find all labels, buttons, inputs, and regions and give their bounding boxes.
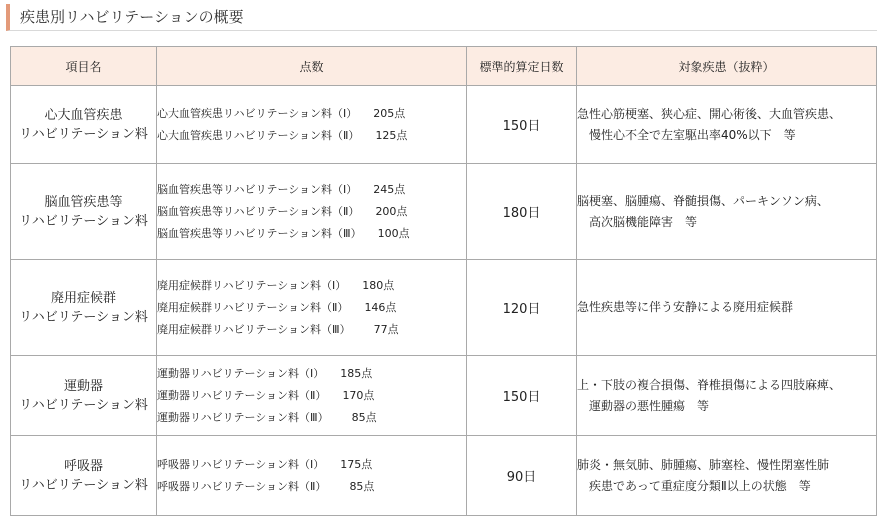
points-line <box>157 385 466 407</box>
table-row-cerebrovascular <box>11 164 877 260</box>
points-label: 運動器リハビリテーション料（Ⅱ） <box>157 388 327 402</box>
table-row-disuse-syndrome <box>11 260 877 356</box>
item-name-cell <box>11 260 157 356</box>
disease-line: 上・下肢の複合損傷、脊椎損傷による四肢麻痺、 <box>577 377 842 392</box>
points-label: 呼吸器リハビリテーション料（Ⅰ） <box>157 457 325 471</box>
table-header-row <box>11 47 877 86</box>
disease-line: 疾患であって重症度分類Ⅱ以上の状態 等 <box>589 478 811 493</box>
points-line <box>157 319 466 341</box>
points-label: 脳血管疾患等リハビリテーション料（Ⅱ） <box>157 204 360 218</box>
item-name-line: リハビリテーション料 <box>19 397 148 413</box>
points-value: 146点 <box>364 300 397 314</box>
points-value: 125点 <box>375 128 408 142</box>
target-diseases-cell <box>577 260 877 356</box>
points-line <box>157 125 466 147</box>
item-name-line: リハビリテーション料 <box>19 126 148 142</box>
points-line <box>157 363 466 385</box>
points-value: 185点 <box>340 366 373 380</box>
points-line <box>157 407 466 429</box>
item-name-line: 運動器 <box>63 378 103 394</box>
points-line <box>157 297 466 319</box>
table-row-locomotor <box>11 356 877 436</box>
section-heading: 疾患別リハビリテーションの概要 <box>6 4 877 31</box>
item-name-line: リハビリテーション料 <box>19 309 148 325</box>
item-name-line: 脳血管疾患等 <box>44 194 123 210</box>
points-value: 180点 <box>362 278 395 292</box>
points-label: 運動器リハビリテーション料（Ⅲ） <box>157 410 329 424</box>
points-label: 廃用症候群リハビリテーション料（Ⅰ） <box>157 278 347 292</box>
item-name-cell <box>11 164 157 260</box>
points-label: 廃用症候群リハビリテーション料（Ⅲ） <box>157 322 351 336</box>
points-label: 廃用症候群リハビリテーション料（Ⅱ） <box>157 300 349 314</box>
points-label: 運動器リハビリテーション料（Ⅰ） <box>157 366 325 380</box>
disease-line: 慢性心不全で左室駆出率40%以下 等 <box>589 127 796 142</box>
standard-days-cell: 150日 <box>467 86 577 164</box>
column-header-points: 点数 <box>157 47 467 86</box>
item-name-cell <box>11 86 157 164</box>
standard-days-cell: 90日 <box>467 436 577 516</box>
standard-days-cell: 120日 <box>467 260 577 356</box>
table-row-respiratory <box>11 436 877 516</box>
points-cell <box>157 164 467 260</box>
item-name-line: リハビリテーション料 <box>19 477 148 493</box>
points-value: 77点 <box>373 322 399 336</box>
points-value: 85点 <box>349 479 375 493</box>
points-value: 245点 <box>373 182 406 196</box>
points-cell <box>157 260 467 356</box>
points-value: 100点 <box>377 226 410 240</box>
points-label: 脳血管疾患等リハビリテーション料（Ⅲ） <box>157 226 362 240</box>
points-label: 呼吸器リハビリテーション料（Ⅱ） <box>157 479 327 493</box>
standard-days-cell: 150日 <box>467 356 577 436</box>
item-name-line: 呼吸器 <box>63 458 103 474</box>
points-cell <box>157 436 467 516</box>
column-header-standard-days: 標準的算定日数 <box>467 47 577 86</box>
item-name-line: 心大血管疾患 <box>44 107 123 123</box>
points-cell <box>157 356 467 436</box>
standard-days-cell: 180日 <box>467 164 577 260</box>
item-name-cell <box>11 356 157 436</box>
points-line <box>157 223 466 245</box>
column-header-target-diseases: 対象疾患（抜粋） <box>577 47 877 86</box>
points-line <box>157 103 466 125</box>
points-line <box>157 454 466 476</box>
table-row-cardiovascular <box>11 86 877 164</box>
points-line <box>157 476 466 498</box>
target-diseases-cell <box>577 164 877 260</box>
points-line <box>157 179 466 201</box>
disease-line: 脳梗塞、脳腫瘍、脊髄損傷、パーキンソン病、 <box>577 193 829 208</box>
column-header-item-name: 項目名 <box>11 47 157 86</box>
points-value: 170点 <box>342 388 375 402</box>
points-label: 心大血管疾患リハビリテーション料（Ⅱ） <box>157 128 360 142</box>
points-label: 脳血管疾患等リハビリテーション料（Ⅰ） <box>157 182 358 196</box>
disease-line: 高次脳機能障害 等 <box>589 214 698 229</box>
points-value: 205点 <box>373 106 406 120</box>
item-name-line: 廃用症候群 <box>50 290 116 306</box>
target-diseases-cell <box>577 356 877 436</box>
points-value: 85点 <box>351 410 377 424</box>
disease-line: 急性心筋梗塞、狭心症、開心術後、大血管疾患、 <box>577 106 842 121</box>
points-label: 心大血管疾患リハビリテーション料（Ⅰ） <box>157 106 358 120</box>
target-diseases-cell <box>577 86 877 164</box>
item-name-line: リハビリテーション料 <box>19 213 148 229</box>
rehabilitation-table <box>10 46 877 516</box>
disease-line: 運動器の悪性腫瘍 等 <box>589 398 710 413</box>
target-diseases-cell <box>577 436 877 516</box>
disease-line: 急性疾患等に伴う安静による廃用症候群 <box>577 300 794 314</box>
points-line <box>157 275 466 297</box>
disease-line: 肺炎・無気肺、肺腫瘍、肺塞栓、慢性閉塞性肺 <box>577 457 830 472</box>
item-name-cell <box>11 436 157 516</box>
points-line <box>157 201 466 223</box>
points-value: 175点 <box>340 457 373 471</box>
points-cell <box>157 86 467 164</box>
points-value: 200点 <box>375 204 408 218</box>
